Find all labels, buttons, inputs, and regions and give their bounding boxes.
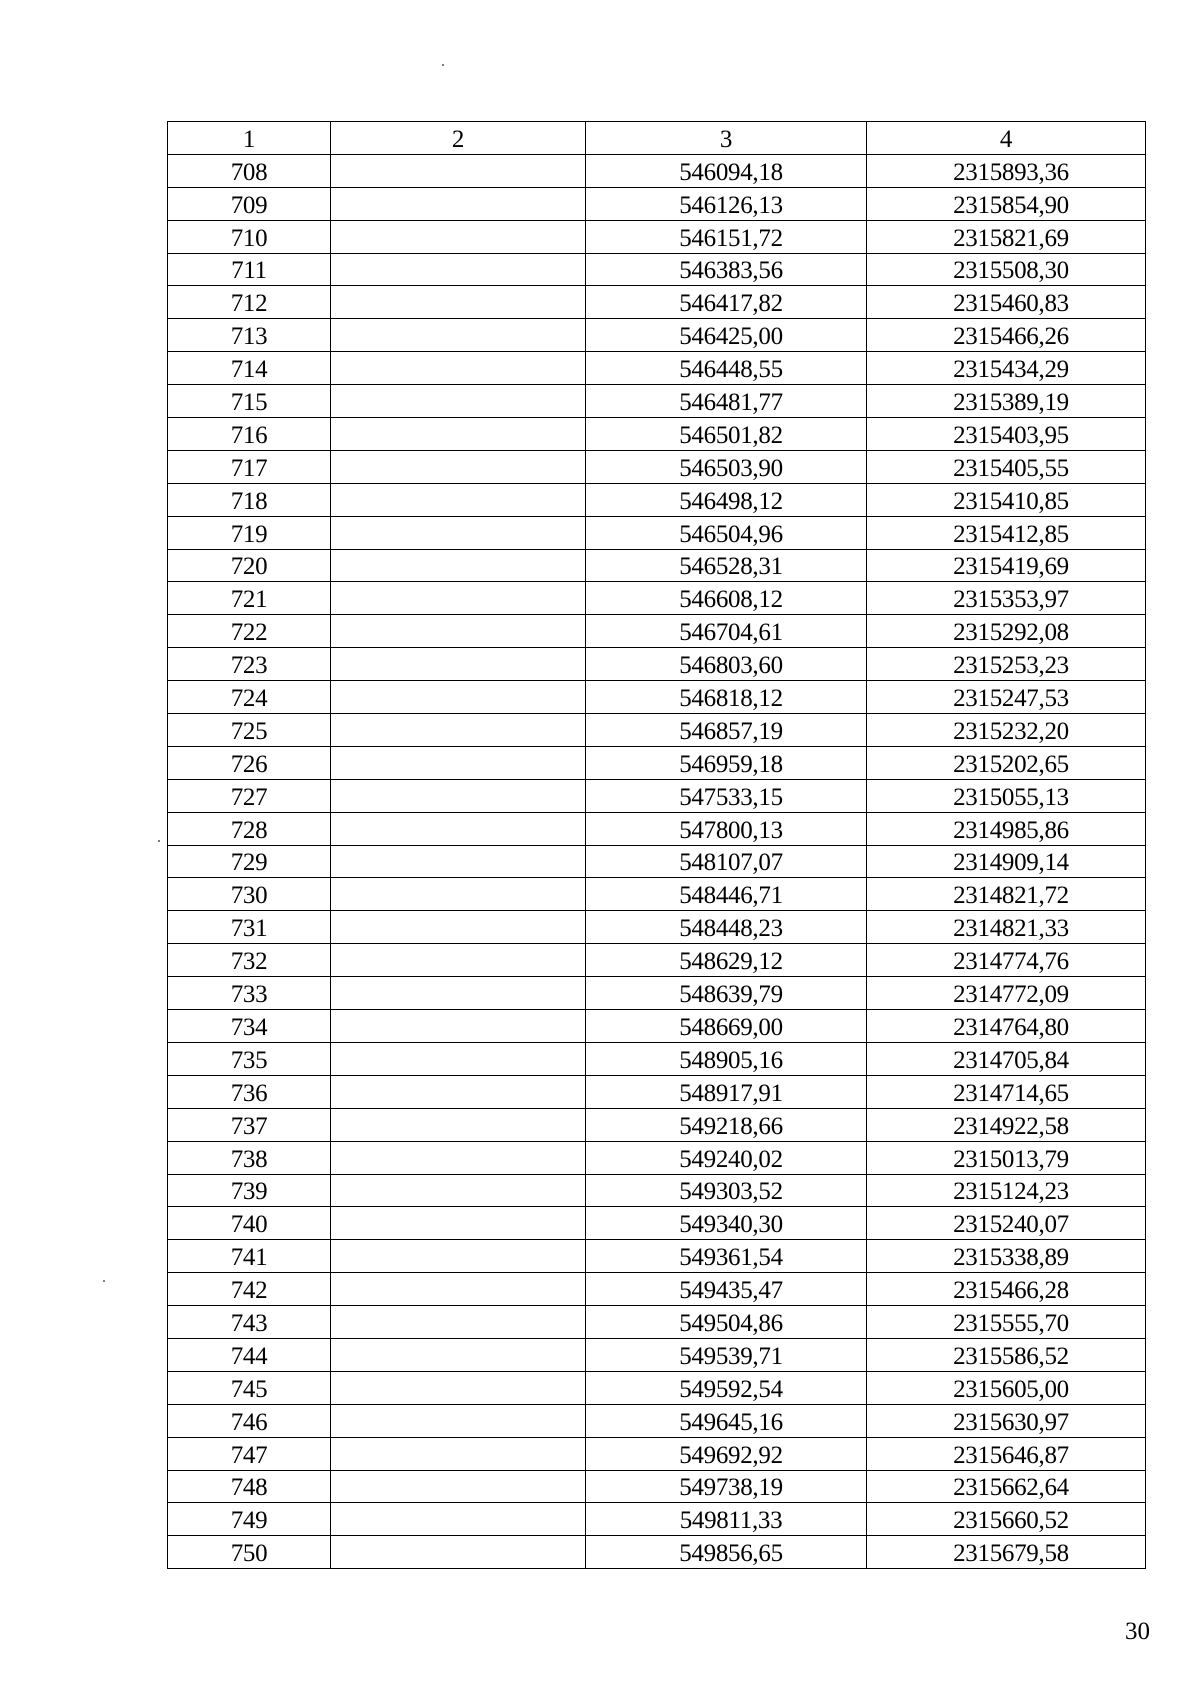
x-coordinate-cell: 546818,12 bbox=[586, 681, 867, 714]
x-coordinate-cell: 548639,79 bbox=[586, 977, 867, 1010]
description-cell bbox=[331, 1306, 586, 1339]
table-row bbox=[168, 1306, 1146, 1339]
column-header-3: 3 bbox=[586, 122, 867, 155]
table-row bbox=[168, 1174, 1146, 1207]
x-coordinate-cell: 546528,31 bbox=[586, 549, 867, 582]
table-row bbox=[168, 418, 1146, 451]
description-cell bbox=[331, 220, 586, 253]
x-coordinate-cell: 549592,54 bbox=[586, 1371, 867, 1404]
point-number-cell: 710 bbox=[168, 220, 331, 253]
description-cell bbox=[331, 187, 586, 220]
y-coordinate-cell: 2315055,13 bbox=[867, 779, 1146, 812]
y-coordinate-cell: 2315292,08 bbox=[867, 615, 1146, 648]
x-coordinate-cell: 549539,71 bbox=[586, 1338, 867, 1371]
description-cell bbox=[331, 549, 586, 582]
table-row bbox=[168, 845, 1146, 878]
description-cell bbox=[331, 1503, 586, 1536]
y-coordinate-cell: 2315821,69 bbox=[867, 220, 1146, 253]
y-coordinate-cell: 2315646,87 bbox=[867, 1437, 1146, 1470]
description-cell bbox=[331, 1075, 586, 1108]
table-row bbox=[168, 944, 1146, 977]
x-coordinate-cell: 547800,13 bbox=[586, 812, 867, 845]
description-cell bbox=[331, 385, 586, 418]
point-number-cell: 738 bbox=[168, 1141, 331, 1174]
point-number-cell: 748 bbox=[168, 1470, 331, 1503]
x-coordinate-cell: 548448,23 bbox=[586, 911, 867, 944]
x-coordinate-cell: 546094,18 bbox=[586, 154, 867, 187]
table-row bbox=[168, 746, 1146, 779]
y-coordinate-cell: 2315434,29 bbox=[867, 352, 1146, 385]
description-cell bbox=[331, 977, 586, 1010]
description-cell bbox=[331, 286, 586, 319]
x-coordinate-cell: 546857,19 bbox=[586, 714, 867, 747]
table-row bbox=[168, 779, 1146, 812]
point-number-cell: 713 bbox=[168, 319, 331, 352]
description-cell bbox=[331, 1371, 586, 1404]
y-coordinate-cell: 2315854,90 bbox=[867, 187, 1146, 220]
x-coordinate-cell: 547533,15 bbox=[586, 779, 867, 812]
table-row bbox=[168, 1108, 1146, 1141]
x-coordinate-cell: 546501,82 bbox=[586, 418, 867, 451]
table-row bbox=[168, 1141, 1146, 1174]
point-number-cell: 714 bbox=[168, 352, 331, 385]
description-cell bbox=[331, 253, 586, 286]
point-number-cell: 720 bbox=[168, 549, 331, 582]
table-row bbox=[168, 187, 1146, 220]
table-header bbox=[168, 122, 1146, 155]
description-cell bbox=[331, 483, 586, 516]
y-coordinate-cell: 2315013,79 bbox=[867, 1141, 1146, 1174]
y-coordinate-cell: 2315338,89 bbox=[867, 1240, 1146, 1273]
x-coordinate-cell: 546417,82 bbox=[586, 286, 867, 319]
table-row bbox=[168, 1404, 1146, 1437]
point-number-cell: 732 bbox=[168, 944, 331, 977]
table-row bbox=[168, 1010, 1146, 1043]
table-row bbox=[168, 154, 1146, 187]
x-coordinate-cell: 549856,65 bbox=[586, 1536, 867, 1569]
point-number-cell: 724 bbox=[168, 681, 331, 714]
y-coordinate-cell: 2314821,33 bbox=[867, 911, 1146, 944]
point-number-cell: 741 bbox=[168, 1240, 331, 1273]
description-cell bbox=[331, 1174, 586, 1207]
table-row bbox=[168, 516, 1146, 549]
x-coordinate-cell: 549811,33 bbox=[586, 1503, 867, 1536]
description-cell bbox=[331, 1141, 586, 1174]
y-coordinate-cell: 2315555,70 bbox=[867, 1306, 1146, 1339]
description-cell bbox=[331, 1536, 586, 1569]
y-coordinate-cell: 2315240,07 bbox=[867, 1207, 1146, 1240]
description-cell bbox=[331, 582, 586, 615]
x-coordinate-cell: 548917,91 bbox=[586, 1075, 867, 1108]
point-number-cell: 742 bbox=[168, 1273, 331, 1306]
description-cell bbox=[331, 812, 586, 845]
column-header-4: 4 bbox=[867, 122, 1146, 155]
point-number-cell: 731 bbox=[168, 911, 331, 944]
point-number-cell: 723 bbox=[168, 648, 331, 681]
description-cell bbox=[331, 1207, 586, 1240]
point-number-cell: 736 bbox=[168, 1075, 331, 1108]
point-number-cell: 708 bbox=[168, 154, 331, 187]
scan-speck bbox=[158, 840, 160, 842]
y-coordinate-cell: 2314985,86 bbox=[867, 812, 1146, 845]
description-cell bbox=[331, 681, 586, 714]
description-cell bbox=[331, 1240, 586, 1273]
y-coordinate-cell: 2314821,72 bbox=[867, 878, 1146, 911]
table-row bbox=[168, 1273, 1146, 1306]
y-coordinate-cell: 2315605,00 bbox=[867, 1371, 1146, 1404]
x-coordinate-cell: 546503,90 bbox=[586, 450, 867, 483]
table-row bbox=[168, 615, 1146, 648]
y-coordinate-cell: 2315232,20 bbox=[867, 714, 1146, 747]
y-coordinate-cell: 2315419,69 bbox=[867, 549, 1146, 582]
y-coordinate-cell: 2315508,30 bbox=[867, 253, 1146, 286]
description-cell bbox=[331, 1010, 586, 1043]
x-coordinate-cell: 548629,12 bbox=[586, 944, 867, 977]
table-header-row bbox=[168, 122, 1146, 155]
table-row bbox=[168, 253, 1146, 286]
y-coordinate-cell: 2315662,64 bbox=[867, 1470, 1146, 1503]
table-row bbox=[168, 714, 1146, 747]
x-coordinate-cell: 549435,47 bbox=[586, 1273, 867, 1306]
point-number-cell: 728 bbox=[168, 812, 331, 845]
description-cell bbox=[331, 1273, 586, 1306]
table-row bbox=[168, 352, 1146, 385]
table-row bbox=[168, 812, 1146, 845]
table-row bbox=[168, 1470, 1146, 1503]
y-coordinate-cell: 2315660,52 bbox=[867, 1503, 1146, 1536]
point-number-cell: 746 bbox=[168, 1404, 331, 1437]
point-number-cell: 716 bbox=[168, 418, 331, 451]
point-number-cell: 727 bbox=[168, 779, 331, 812]
description-cell bbox=[331, 1437, 586, 1470]
table-row bbox=[168, 1240, 1146, 1273]
x-coordinate-cell: 548446,71 bbox=[586, 878, 867, 911]
point-number-cell: 715 bbox=[168, 385, 331, 418]
y-coordinate-cell: 2314909,14 bbox=[867, 845, 1146, 878]
x-coordinate-cell: 549645,16 bbox=[586, 1404, 867, 1437]
description-cell bbox=[331, 648, 586, 681]
scan-speck bbox=[103, 1280, 105, 1282]
y-coordinate-cell: 2315460,83 bbox=[867, 286, 1146, 319]
table-row bbox=[168, 1075, 1146, 1108]
table-row bbox=[168, 450, 1146, 483]
point-number-cell: 717 bbox=[168, 450, 331, 483]
point-number-cell: 733 bbox=[168, 977, 331, 1010]
point-number-cell: 712 bbox=[168, 286, 331, 319]
x-coordinate-cell: 546704,61 bbox=[586, 615, 867, 648]
description-cell bbox=[331, 1470, 586, 1503]
y-coordinate-cell: 2314705,84 bbox=[867, 1042, 1146, 1075]
table-body bbox=[168, 154, 1146, 1568]
y-coordinate-cell: 2315466,28 bbox=[867, 1273, 1146, 1306]
table-row bbox=[168, 1042, 1146, 1075]
y-coordinate-cell: 2315124,23 bbox=[867, 1174, 1146, 1207]
point-number-cell: 750 bbox=[168, 1536, 331, 1569]
y-coordinate-cell: 2315353,97 bbox=[867, 582, 1146, 615]
description-cell bbox=[331, 615, 586, 648]
description-cell bbox=[331, 1042, 586, 1075]
y-coordinate-cell: 2314764,80 bbox=[867, 1010, 1146, 1043]
x-coordinate-cell: 549240,02 bbox=[586, 1141, 867, 1174]
description-cell bbox=[331, 746, 586, 779]
point-number-cell: 722 bbox=[168, 615, 331, 648]
point-number-cell: 711 bbox=[168, 253, 331, 286]
description-cell bbox=[331, 714, 586, 747]
x-coordinate-cell: 546151,72 bbox=[586, 220, 867, 253]
x-coordinate-cell: 549361,54 bbox=[586, 1240, 867, 1273]
y-coordinate-cell: 2315412,85 bbox=[867, 516, 1146, 549]
y-coordinate-cell: 2315247,53 bbox=[867, 681, 1146, 714]
x-coordinate-cell: 546608,12 bbox=[586, 582, 867, 615]
x-coordinate-cell: 549504,86 bbox=[586, 1306, 867, 1339]
y-coordinate-cell: 2314772,09 bbox=[867, 977, 1146, 1010]
table-row bbox=[168, 1536, 1146, 1569]
x-coordinate-cell: 546498,12 bbox=[586, 483, 867, 516]
point-number-cell: 743 bbox=[168, 1306, 331, 1339]
y-coordinate-cell: 2315630,97 bbox=[867, 1404, 1146, 1437]
table-row bbox=[168, 286, 1146, 319]
y-coordinate-cell: 2315679,58 bbox=[867, 1536, 1146, 1569]
coordinates-table bbox=[167, 121, 1146, 1569]
table-row bbox=[168, 911, 1146, 944]
table-row bbox=[168, 1207, 1146, 1240]
y-coordinate-cell: 2315202,65 bbox=[867, 746, 1146, 779]
y-coordinate-cell: 2314774,76 bbox=[867, 944, 1146, 977]
table-row bbox=[168, 1437, 1146, 1470]
description-cell bbox=[331, 1108, 586, 1141]
table-row bbox=[168, 1503, 1146, 1536]
y-coordinate-cell: 2315410,85 bbox=[867, 483, 1146, 516]
point-number-cell: 749 bbox=[168, 1503, 331, 1536]
point-number-cell: 745 bbox=[168, 1371, 331, 1404]
point-number-cell: 735 bbox=[168, 1042, 331, 1075]
point-number-cell: 726 bbox=[168, 746, 331, 779]
point-number-cell: 740 bbox=[168, 1207, 331, 1240]
x-coordinate-cell: 546448,55 bbox=[586, 352, 867, 385]
scan-speck bbox=[442, 64, 444, 66]
y-coordinate-cell: 2314922,58 bbox=[867, 1108, 1146, 1141]
description-cell bbox=[331, 779, 586, 812]
point-number-cell: 718 bbox=[168, 483, 331, 516]
table-row bbox=[168, 549, 1146, 582]
x-coordinate-cell: 546803,60 bbox=[586, 648, 867, 681]
y-coordinate-cell: 2315893,36 bbox=[867, 154, 1146, 187]
description-cell bbox=[331, 944, 586, 977]
x-coordinate-cell: 546126,13 bbox=[586, 187, 867, 220]
x-coordinate-cell: 546425,00 bbox=[586, 319, 867, 352]
point-number-cell: 709 bbox=[168, 187, 331, 220]
x-coordinate-cell: 548905,16 bbox=[586, 1042, 867, 1075]
point-number-cell: 725 bbox=[168, 714, 331, 747]
description-cell bbox=[331, 516, 586, 549]
x-coordinate-cell: 549218,66 bbox=[586, 1108, 867, 1141]
x-coordinate-cell: 549692,92 bbox=[586, 1437, 867, 1470]
point-number-cell: 729 bbox=[168, 845, 331, 878]
column-header-2: 2 bbox=[331, 122, 586, 155]
table-row bbox=[168, 319, 1146, 352]
table-row bbox=[168, 1371, 1146, 1404]
x-coordinate-cell: 549340,30 bbox=[586, 1207, 867, 1240]
point-number-cell: 744 bbox=[168, 1338, 331, 1371]
description-cell bbox=[331, 878, 586, 911]
point-number-cell: 721 bbox=[168, 582, 331, 615]
x-coordinate-cell: 546959,18 bbox=[586, 746, 867, 779]
y-coordinate-cell: 2315253,23 bbox=[867, 648, 1146, 681]
table-row bbox=[168, 681, 1146, 714]
table-row bbox=[168, 648, 1146, 681]
y-coordinate-cell: 2315466,26 bbox=[867, 319, 1146, 352]
column-header-1: 1 bbox=[168, 122, 331, 155]
table-row bbox=[168, 1338, 1146, 1371]
description-cell bbox=[331, 319, 586, 352]
point-number-cell: 730 bbox=[168, 878, 331, 911]
y-coordinate-cell: 2315586,52 bbox=[867, 1338, 1146, 1371]
x-coordinate-cell: 546504,96 bbox=[586, 516, 867, 549]
x-coordinate-cell: 546481,77 bbox=[586, 385, 867, 418]
page-number: 30 bbox=[1125, 1618, 1150, 1645]
point-number-cell: 734 bbox=[168, 1010, 331, 1043]
table-row bbox=[168, 483, 1146, 516]
y-coordinate-cell: 2315389,19 bbox=[867, 385, 1146, 418]
y-coordinate-cell: 2315405,55 bbox=[867, 450, 1146, 483]
description-cell bbox=[331, 911, 586, 944]
table-row bbox=[168, 220, 1146, 253]
table-row bbox=[168, 878, 1146, 911]
table-row bbox=[168, 977, 1146, 1010]
description-cell bbox=[331, 845, 586, 878]
x-coordinate-cell: 549738,19 bbox=[586, 1470, 867, 1503]
point-number-cell: 719 bbox=[168, 516, 331, 549]
point-number-cell: 739 bbox=[168, 1174, 331, 1207]
description-cell bbox=[331, 418, 586, 451]
description-cell bbox=[331, 154, 586, 187]
x-coordinate-cell: 549303,52 bbox=[586, 1174, 867, 1207]
table-row bbox=[168, 385, 1146, 418]
point-number-cell: 737 bbox=[168, 1108, 331, 1141]
description-cell bbox=[331, 450, 586, 483]
y-coordinate-cell: 2314714,65 bbox=[867, 1075, 1146, 1108]
point-number-cell: 747 bbox=[168, 1437, 331, 1470]
x-coordinate-cell: 548107,07 bbox=[586, 845, 867, 878]
description-cell bbox=[331, 1404, 586, 1437]
x-coordinate-cell: 548669,00 bbox=[586, 1010, 867, 1043]
y-coordinate-cell: 2315403,95 bbox=[867, 418, 1146, 451]
description-cell bbox=[331, 1338, 586, 1371]
description-cell bbox=[331, 352, 586, 385]
x-coordinate-cell: 546383,56 bbox=[586, 253, 867, 286]
table-row bbox=[168, 582, 1146, 615]
